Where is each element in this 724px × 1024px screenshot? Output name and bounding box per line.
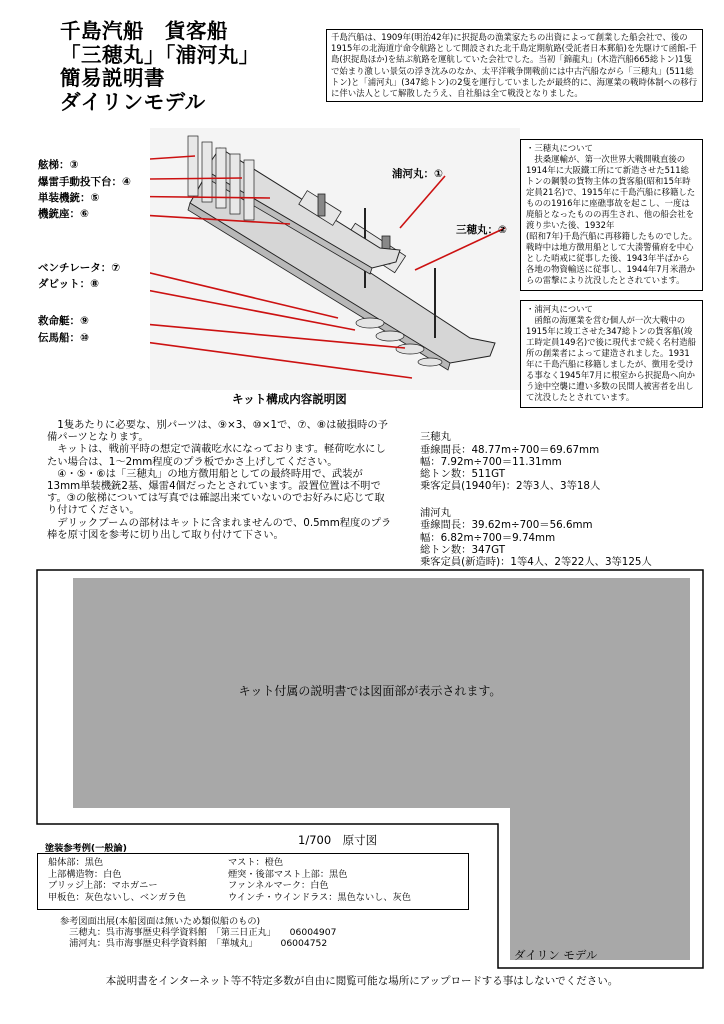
label-davit: ダビット：⑧ (38, 278, 99, 290)
drawing-placeholder-message: キット付属の説明書では図面部が表示されます。 (238, 684, 502, 698)
reference-sources: 参考図面出展(本船図面は無いため類似船のもの) 三穂丸：呉市海事歴史科学資料館 「第三日正丸」 06004907 浦河丸：呉市海事歴史科学資料館 「華城丸」 06004752 (60, 916, 337, 950)
paint-guide-right: マスト：橙色 煙突・後部マスト上部：黒色 ファンネルマーク：白色 ウインチ・ウインドラス：黒色ないし、灰色 (228, 857, 411, 903)
company-intro-box: 千島汽船は、1909年(明治42年)に択捉島の漁業家たちの出資によって創業した船会社で、後の1915年の北海道庁命令航路として開設された北千島定期航路(受託者日本郵船)を先駆けて函館-千島(択捉島ほか)を結ぶ航路を運航していた会社でした。当初「錦龍丸」(木造汽船665総トン)1隻で始まり激しい景気の浮き沈みのなか、太平洋戦争開戦前には中古汽船ながら「三穂丸」(511総トン)と「浦河丸」(347総トン)の2隻を運行していましたが最終的に、海運業の戦時体制への移行に伴い法人として解散したうえ、自社船は全て戦没となりました。 (326, 29, 703, 102)
urakawamaru-specs: 浦河丸 垂線間長：39.62m÷700＝56.6mm 幅：6.82m÷700＝9.74mm 総トン数：347GT 乗客定員(新造時)：1等4人、2等22人、3等125人 (420, 507, 652, 569)
title-line-1: 千島汽船 貨客船 (60, 19, 228, 43)
label-mg-mount: 機銃座：⑥ (38, 208, 89, 220)
paint-guide-heading: 塗装参考例(一般論) (45, 843, 127, 854)
label-ventilator: ベンチレータ：⑦ (38, 262, 121, 274)
scale-label: 1/700 原寸図 (298, 833, 378, 847)
title-line-4: ダイリンモデル (60, 89, 206, 114)
mihomaru-specs: 三穂丸 垂線間長：48.77m÷700＝69.67mm 幅：7.92m÷700＝11.31mm 総トン数：511GT 乗客定員(1940年)：2等3人、3等18人 (420, 431, 601, 493)
footer-notice: 本説明書をインターネット等不特定多数が自由に閲覧可能な場所にアップロードする事はしないでください。 (105, 975, 619, 987)
paint-guide-box (37, 853, 469, 910)
mihomaru-history-note: ・三穂丸について 扶桑運輸が、第一次世界大戦開戦直後の1914年に大阪鐵工所にて新造させた511総トンの鋼製の貨物主体の貨客船(昭和15年時定員21名)で、1915年に千島汽船に移籍したものの1916年に座礁事故を起こし、一度は廃船となったものの再生され、他の船会社を渡り歩いた後、1932年 (昭和7年)千島汽船に再移籍したものでした。戦時中は地方徴用船として大湊警備府を中心とした哨戒に従事した後、1943年半ばから各地の物資輸送に従事し、1944年7月米潜からの雷撃により沈没したとされています。 (520, 139, 703, 291)
label-mihomaru: 三穂丸：② (456, 224, 507, 236)
illustration-caption: キット構成内容説明図 (232, 392, 347, 406)
label-tender: 伝馬船：⑩ (38, 332, 89, 344)
label-depth-charge-rack: 爆雷手動投下台：④ (38, 176, 131, 188)
title-line-2: 「三穂丸」「浦河丸」 (60, 42, 260, 67)
label-single-mg: 単装機銃：⑤ (38, 192, 100, 204)
brand-name: ダイリン モデル (514, 948, 598, 962)
label-lifeboat: 救命艇：⑨ (38, 315, 89, 327)
assembly-instructions: 1隻あたりに必要な、別パーツは、⑨×3、⑩×1で、⑦、⑧は破損時の予備パーツとなります。 キットは、戦前平時の想定で満載吃水になっております。軽荷吃水にしたい場合は、1～2mm程度のプラ板でかさ上げしてください。 ④・⑤・⑥は「三穂丸」の地方徴用船としての最終時用で、武装が13mm単装機銃2基、爆雷4個だったとされています。設置位置は不明です。③の舷梯については写真では確認出来ていないのでお好みに応じて取り付けてください。 デリックブームの部材はキットに含まれませんので、0.5mm程度のプラ棒を原寸図を参考に切り出して取り付けて下さい。 (47, 419, 392, 541)
urakawamaru-history-note: ・浦河丸について 函館の海運業を営む個人が一次大戦中の1915年に竣工させた347総トンの貨客船(竣工時定員149名)で後に現代まで続く名村造船所の創業者によって建造されました。1931年に千島汽船に移籍しましたが、徴用を受ける事なく1945年7月に根室から択捉島へ向かう途中空襲に遭い多数の民間人被害者を出して沈没したとされています。 (520, 300, 703, 408)
label-urakawamaru: 浦河丸：① (392, 168, 443, 180)
label-accommodation-ladder: 舷梯：③ (38, 159, 79, 171)
title-line-3: 簡易説明書 (60, 66, 165, 90)
paint-guide-left: 船体部：黒色 上部構造物：白色 ブリッジ上部：マホガニー 甲板色：灰色ないし、ベンガラ色 (48, 857, 186, 903)
